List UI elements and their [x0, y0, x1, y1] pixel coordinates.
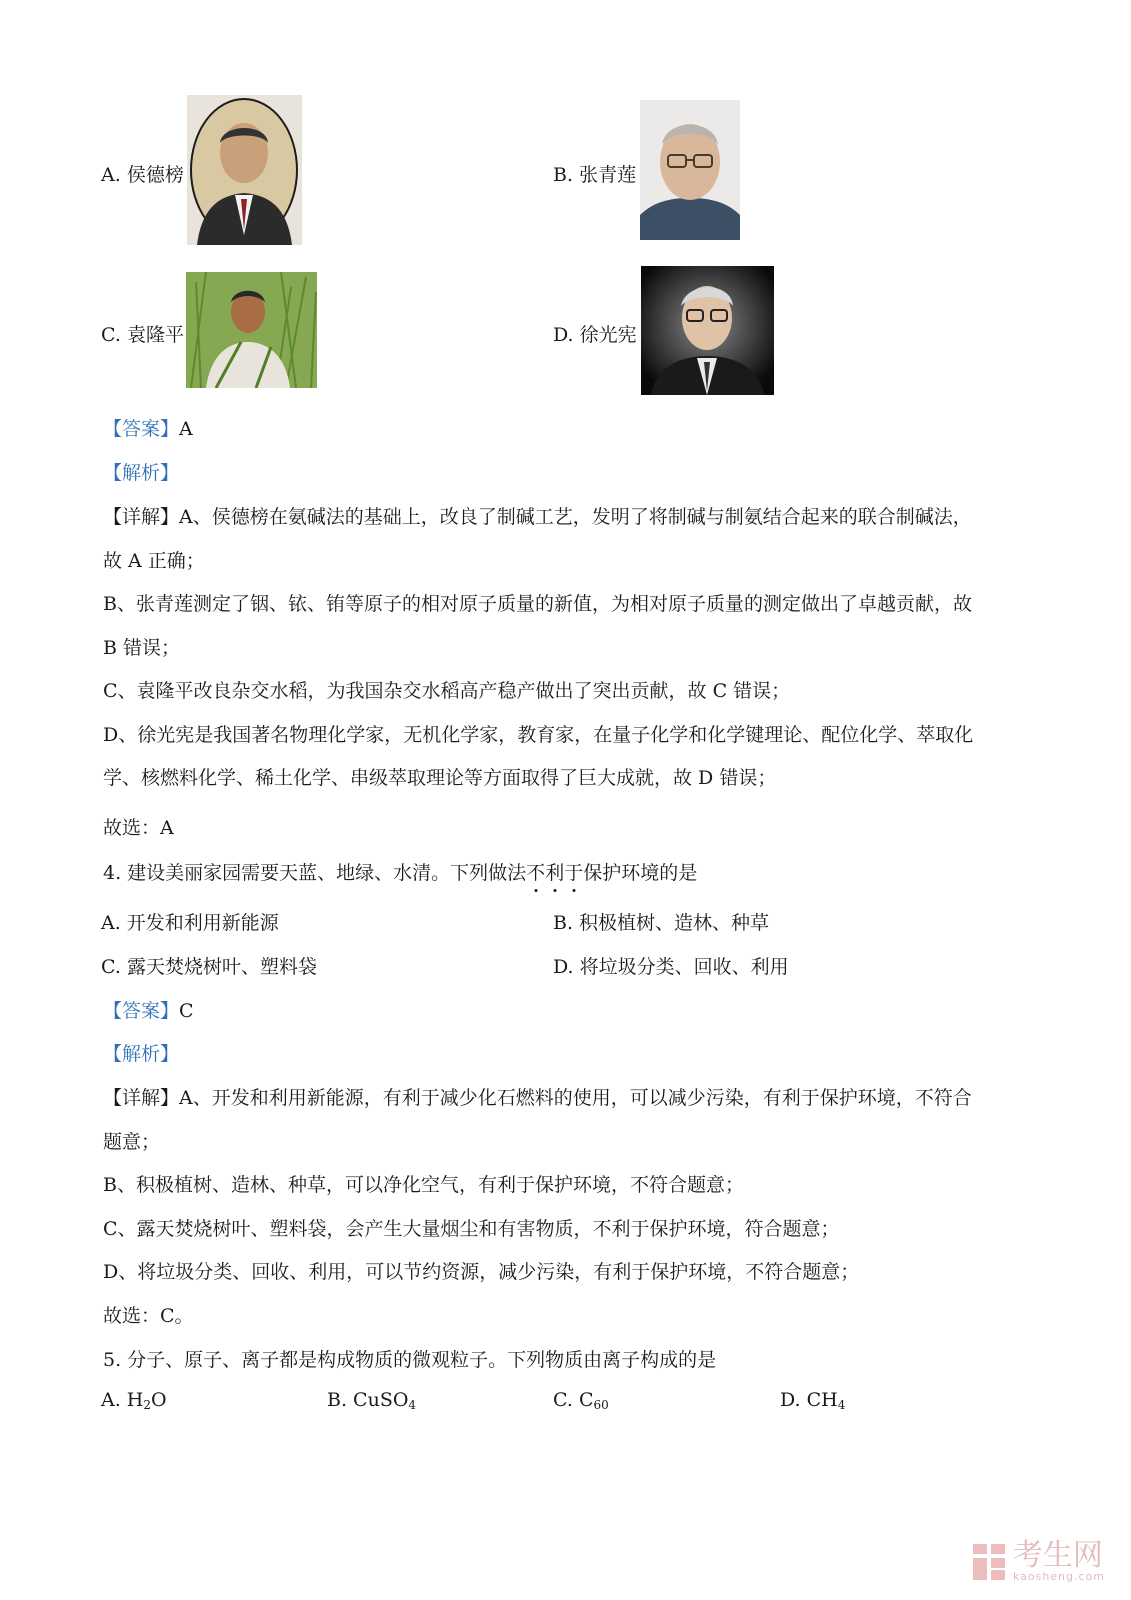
emphasis-char: 不: [526, 862, 546, 884]
portrait-yuan-longping: [186, 272, 317, 388]
q3-option-a: [101, 160, 184, 187]
portrait-hou-debang: [187, 95, 302, 245]
q4-option-d: D. 将垃圾分类、回收、利用: [553, 956, 789, 978]
option-name: 袁隆平: [126, 324, 184, 346]
detail-label: 【详解】: [103, 1087, 180, 1109]
watermark-text: 考生网: [1012, 1538, 1103, 1573]
q3-analysis-label: 【解析】: [103, 462, 180, 484]
option-name: 侯德榜: [126, 164, 184, 186]
q4-option-b: B. 积极植树、造林、种草: [553, 912, 770, 934]
q3-explanation-line: B 错误；: [103, 637, 181, 659]
q3-explanation-line: D、徐光宪是我国著名物理化学家，无机化学家，教育家，在量子化学和化学键理论、配位化学、萃取化: [103, 724, 974, 746]
q4-answer: [103, 996, 194, 1023]
option-name: 徐光宪: [579, 324, 637, 346]
q4-explanation-line: C、露天焚烧树叶、塑料袋，会产生大量烟尘和有害物质，不利于保护环境，符合题意；: [103, 1218, 840, 1240]
q3-explanation-line: B、张青莲测定了铟、铱、铕等原子的相对原子质量的新值，为相对原子质量的测定做出了卓越贡献，故: [103, 593, 972, 615]
option-letter: A.: [101, 164, 121, 186]
q4-analysis-label: 【解析】: [103, 1043, 180, 1065]
portrait-xu-guangxian: [641, 266, 774, 395]
q5-option-b: B. CuSO$_4$: [327, 1389, 417, 1412]
q3-explanation-line: 学、核燃料化学、稀土化学、串级萃取理论等方面取得了巨大成就，故 D 错误；: [103, 767, 777, 789]
answer-label: 【答案】: [103, 1000, 180, 1022]
q3-explanation-line: 故 A 正确；: [103, 550, 205, 572]
q4-option-a: A. 开发和利用新能源: [101, 912, 279, 934]
q5-stem: 5. 分子、原子、离子都是构成物质的微观粒子。下列物质由离子构成的是: [103, 1349, 717, 1371]
q4-explanation-line: 题意；: [103, 1131, 161, 1153]
q4-stem: 4. 建设美丽家园需要天蓝、地绿、水清。下列做法不利于保护环境的是: [103, 862, 698, 884]
q3-option-d: [553, 320, 637, 347]
option-letter: C.: [101, 324, 121, 346]
option-name: 张青莲: [579, 164, 637, 186]
q5-option-a: A. $H_2O$: [101, 1389, 167, 1412]
q5-option-c: C. $C_{60}$: [553, 1389, 609, 1412]
answer-value: C: [179, 1000, 194, 1022]
q3-option-b: [553, 160, 636, 187]
answer-label: 【答案】: [103, 418, 180, 440]
watermark: [971, 1538, 1105, 1583]
q4-option-c: C. 露天焚烧树叶、塑料袋: [101, 956, 317, 978]
q3-explanation-line: 【详解】A、侯德榜在氨碱法的基础上，改良了制碱工艺，发明了将制碱与制氨结合起来的联合制碱法，: [103, 506, 972, 528]
answer-value: A: [179, 418, 193, 440]
q4-explanation-line: B、积极植树、造林、种草，可以净化空气，有利于保护环境，不符合题意；: [103, 1174, 744, 1196]
q4-explanation-line: D、将垃圾分类、回收、利用，可以节约资源，减少污染，有利于保护环境，不符合题意；: [103, 1261, 860, 1283]
detail-label: 【详解】: [103, 506, 180, 528]
q4-explanation-line: 故选：C。: [103, 1305, 194, 1327]
option-letter: B.: [553, 164, 574, 186]
watermark-logo-icon: [971, 1542, 1007, 1582]
portrait-zhang-qinglian: [640, 100, 740, 240]
q3-option-c: [101, 320, 184, 347]
q3-explanation-line: C、袁隆平改良杂交水稻，为我国杂交水稻高产稳产做出了突出贡献，故 C 错误；: [103, 680, 791, 702]
watermark-url: kaosheng.com: [1012, 1570, 1105, 1583]
option-letter: D.: [553, 324, 574, 346]
q3-explanation-line: 故选：A: [103, 817, 174, 839]
q4-explanation-line: 【详解】A、开发和利用新能源，有利于减少化石燃料的使用，可以减少污染，有利于保护环境，不符合: [103, 1087, 972, 1109]
emphasis-char: 利: [545, 862, 565, 884]
q5-option-d: D. $CH_4$: [780, 1389, 846, 1412]
emphasis-char: 于: [564, 862, 584, 884]
q3-answer: [103, 414, 193, 441]
